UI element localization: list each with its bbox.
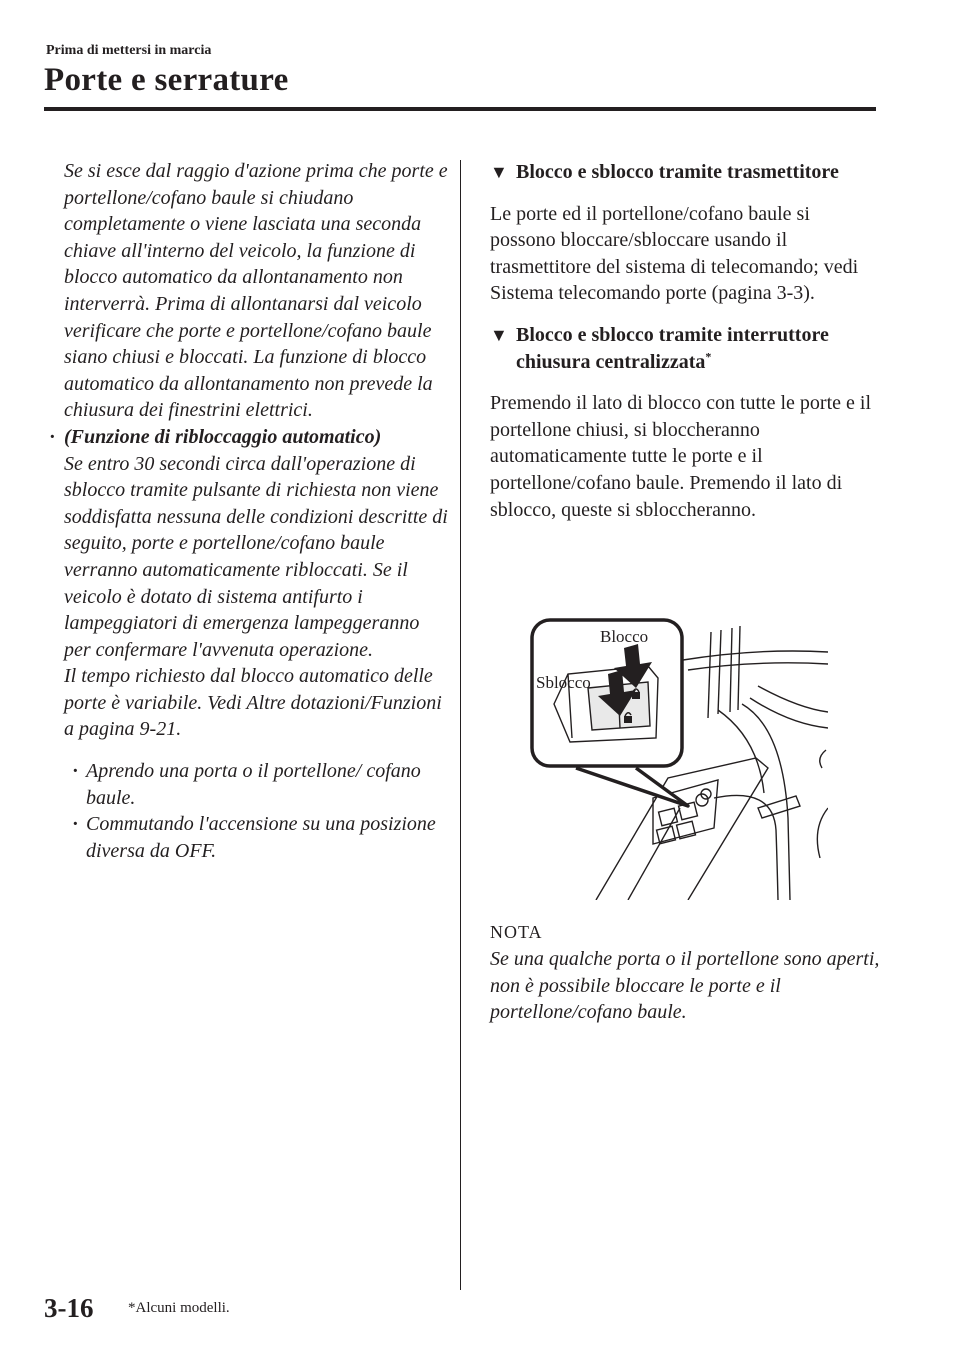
note-label: NOTA xyxy=(490,922,543,942)
unlock-label: Sblocco xyxy=(536,673,591,692)
right-column xyxy=(490,159,880,523)
bullet-dot: · xyxy=(49,425,56,448)
lock-label: Blocco xyxy=(600,627,649,646)
heading-central-lock xyxy=(490,322,880,375)
heading-transmitter xyxy=(490,159,880,186)
footnote: *Alcuni modelli. xyxy=(128,1300,230,1316)
list-item xyxy=(64,811,448,864)
page-number: 3-16 xyxy=(44,1293,94,1323)
list-item-text: Commutando l'accensione su una posizione diversa da OFF. xyxy=(86,813,436,862)
auto-relock-text-2: Il tempo richiesto dal blocco automatico delle porte è variabile. Vedi Altre dotazioni/Funzioni a pagina 9-21. xyxy=(64,665,442,741)
list-item xyxy=(64,758,448,811)
list-item-text: Aprendo una porta o il portellone/ cofano baule. xyxy=(86,760,421,809)
bullet-dot: · xyxy=(72,760,79,783)
header-rule xyxy=(44,107,876,111)
section-title: Porte e serrature xyxy=(44,62,289,98)
bullet-dot: · xyxy=(72,813,79,836)
door-lock-switch-figure xyxy=(528,618,828,900)
central-lock-paragraph: Premendo il lato di blocco con tutte le porte e il portellone chiusi, si bloccheranno automaticamente tutte le porte e il portellone/cofano baule. Premendo il lato di sblocco, queste si sbloccheranno. xyxy=(490,392,872,521)
footnote-marker: * xyxy=(705,348,712,363)
heading-transmitter-text: Blocco e sblocco tramite trasmettitore xyxy=(516,161,839,183)
leave-lock-paragraph: Se si esce dal raggio d'azione prima che porte e portellone/cofano baule si chiudano completamente o viene lasciata una seconda chiave all'interno del veicolo, la funzione di blocco automatico da allontanamento non interverrà. Prima di allontanarsi dal veicolo verificare che porte e portellone/cofano baule siano chiusi e bloccati. La funzione di blocco automatico da allontanamento non prevede la chiusura dei finestrini elettrici. xyxy=(64,160,448,422)
column-divider xyxy=(460,160,461,1290)
note-text: Se una qualche porta o il portellone sono aperti, non è possibile bloccare le porte e il portellone/cofano baule. xyxy=(490,948,880,1024)
auto-relock-bullet xyxy=(49,424,448,743)
transmitter-paragraph: Le porte ed il portellone/cofano baule si possono bloccare/sbloccare usando il trasmettitore del sistema di telecomando; vedi Sistema telecomando porte (pagina 3-3). xyxy=(490,202,859,305)
auto-relock-text: Se entro 30 secondi circa dall'operazione di sblocco tramite pulsante di richiesta non viene soddisfatta nessuna delle condizioni descritte di seguito, porte e portellone/cofano baule verranno automaticamente ribloccati. Se il veicolo è dotato di sistema antifurto i lampeggiatori di emergenza lampeggeranno per confermare l'avvenuta operazione. xyxy=(64,452,448,661)
auto-relock-title: (Funzione di ribloccaggio automatico) xyxy=(64,425,382,448)
left-column xyxy=(49,158,448,864)
triangle-down-icon: ▼ xyxy=(490,324,508,345)
chapter-title: Prima di mettersi in marcia xyxy=(46,43,212,58)
triangle-down-icon: ▼ xyxy=(490,162,508,182)
heading-central-lock-text: Blocco e sblocco tramite interruttore chiusura centralizzata xyxy=(516,323,829,373)
